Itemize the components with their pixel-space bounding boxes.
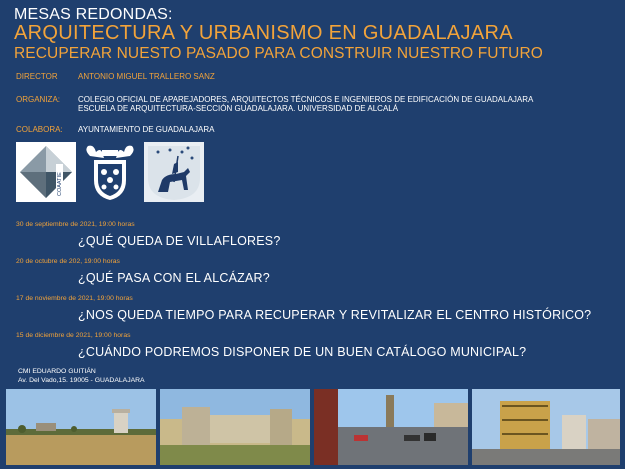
photo-alcazar [160, 389, 310, 465]
horseman-graphic [144, 142, 204, 202]
session-4-title: ¿CUÁNDO PODREMOS DISPONER DE UN BUEN CATÁLOGO MUNICIPAL? [78, 345, 527, 359]
session-3-date: 17 de noviembre de 2021, 19:00 horas [16, 295, 133, 302]
coaatie-logo [16, 142, 76, 202]
director-name: ANTONIO MIGUEL TRALLERO SANZ [78, 72, 215, 81]
session-3-title: ¿NOS QUEDA TIEMPO PARA RECUPERAR Y REVITALIZAR EL CENTRO HISTÓRICO? [78, 308, 592, 322]
colabora-label: COLABORA: [16, 125, 63, 134]
session-2-date: 20 de octubre de 202, 19:00 horas [16, 258, 120, 265]
colabora-value: AYUNTAMIENTO DE GUADALAJARA [78, 125, 215, 134]
organiza-label: ORGANIZA: [16, 95, 61, 104]
organiza-line-2: ESCUELA DE ARQUITECTURA-SECCIÓN GUADALAJARA. UNIVERSIDAD DE ALCALÁ [78, 104, 399, 113]
university-crest-logo [80, 142, 140, 202]
subtitle: RECUPERAR NUESTO PASADO PARA CONSTRUIR NUESTRO FUTURO [14, 45, 543, 62]
city-shield-logo [144, 142, 204, 202]
coaatie-logo-text: COAATIE [57, 172, 63, 196]
photo-centro-historico [314, 389, 468, 465]
photo-villaflores [6, 389, 156, 465]
venue-name: CMI EDUARDO GUITIÁN [18, 368, 96, 375]
director-label: DIRECTOR [16, 72, 58, 81]
session-4-date: 15 de diciembre de 2021, 19:00 horas [16, 332, 131, 339]
coaatie-logo-graphic [16, 142, 76, 202]
photo-catalogo-municipal [472, 389, 620, 465]
session-1-date: 30 de septiembre de 2021, 19:00 horas [16, 221, 135, 228]
series-label: MESAS REDONDAS: [14, 6, 173, 23]
venue-address: Av. Del Vado,15. 19005 - GUADALAJARA [18, 377, 145, 384]
session-1-title: ¿QUÉ QUEDA DE VILLAFLORES? [78, 234, 281, 248]
crest-graphic [80, 142, 140, 204]
main-title: ARQUITECTURA Y URBANISMO EN GUADALAJARA [14, 22, 513, 44]
session-2-title: ¿QUÉ PASA CON EL ALCÁZAR? [78, 271, 270, 285]
organiza-line-1: COLEGIO OFICIAL DE APAREJADORES, ARQUITECTOS TÉCNICOS E INGENIEROS DE EDIFICACIÓN DE GUADALAJARA [78, 95, 534, 104]
